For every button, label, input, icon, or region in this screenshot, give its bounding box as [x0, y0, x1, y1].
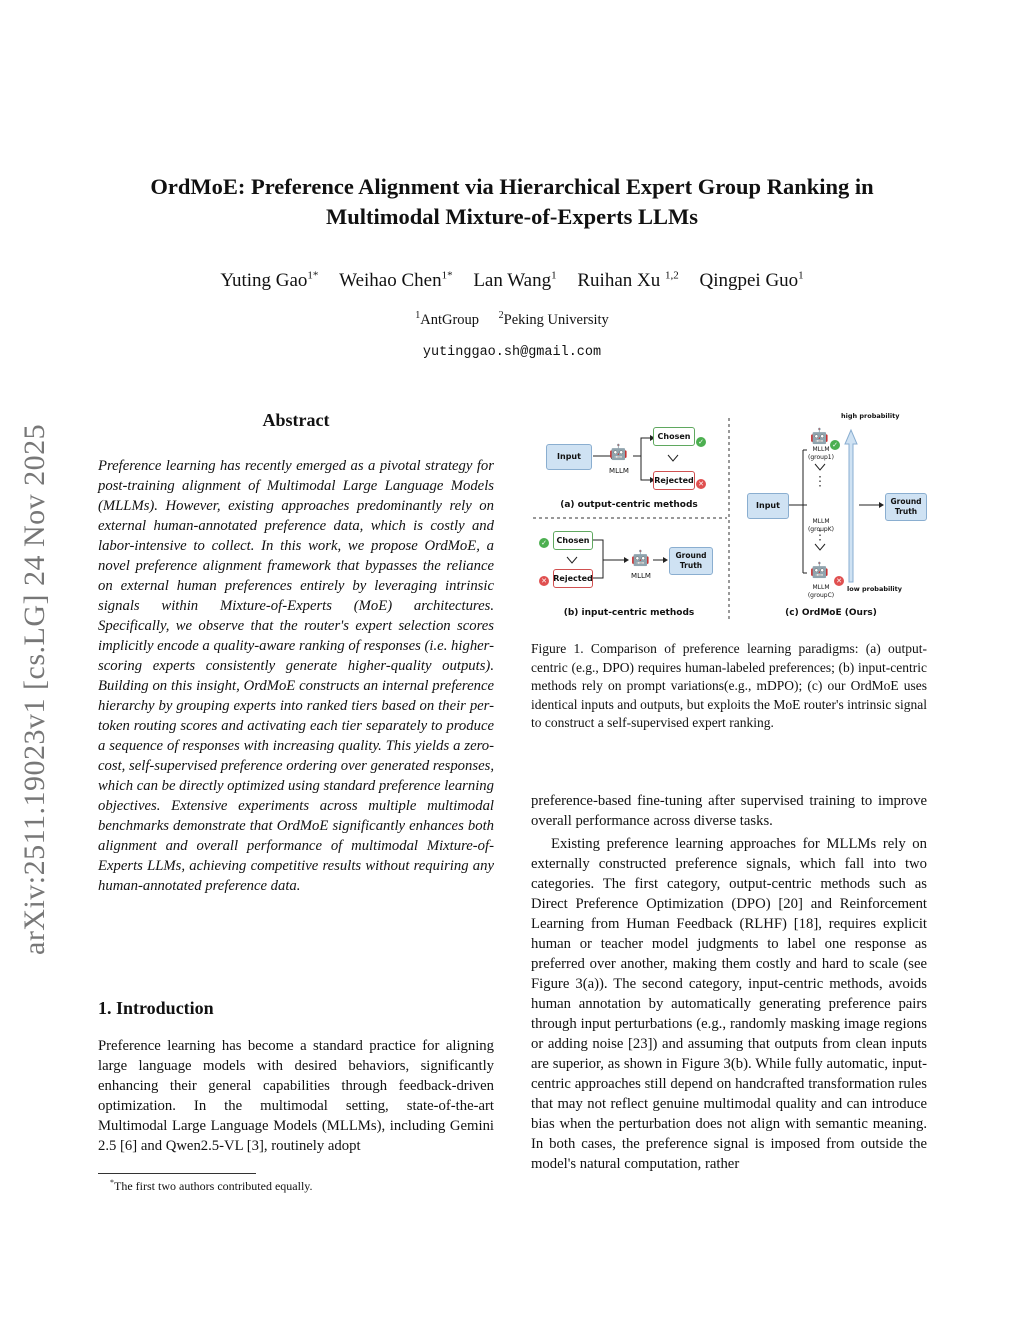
a-chosen-box: Chosen: [653, 427, 695, 446]
cross-icon: ✕: [539, 576, 549, 586]
high-probability-label: high probability: [841, 412, 900, 420]
b-chosen-box: Chosen: [553, 531, 593, 550]
cross-icon: ✕: [834, 576, 844, 586]
author: Qingpei Guo$^1$: [699, 270, 804, 292]
footnote: *The first two authors contributed equally.: [110, 1178, 313, 1193]
introduction-body: Preference learning has become a standard practice for aligning large language models with desired behaviors, significantly enhancing their general capabilities through feedback-driven optimization. In the multimodal setting, state-of-the-art Multimodal Large Language Models (MLLMs), including Gemini 2.5 [6] and Qwen2.5-VL [3], routinely adopt: [98, 1038, 494, 1154]
c-mllm-group1-label: MLLM (group1): [808, 446, 834, 461]
b-mllm-label: MLLM: [631, 572, 651, 580]
c-mllm-groupk-label: MLLM (groupK): [807, 518, 835, 533]
check-icon: ✓: [830, 440, 840, 450]
c-ground-truth-box: Ground Truth: [885, 493, 927, 521]
a-mllm-label: MLLM: [609, 467, 629, 475]
affiliation: $^1$AntGroup: [415, 310, 480, 328]
a-rejected-box: Rejected: [653, 471, 695, 490]
title-line-2: Multimodal Mixture-of-Experts LLMs: [325, 204, 699, 229]
title-line-1: OrdMoE: Preference Alignment via Hierarchical Expert Group Ranking in: [150, 174, 874, 199]
b-caption: (b) input-centric methods: [563, 608, 695, 618]
robot-icon: 🤖: [631, 549, 650, 567]
paragraph: preference-based fine-tuning after supervised training to improve overall performance across diverse tasks.: [531, 793, 927, 829]
cross-icon: ✕: [696, 479, 706, 489]
figure-caption: Figure 1. Comparison of preference learning paradigms: (a) output-centric (e.g., DPO) requires human-labeled preferences; (b) input-centric methods rely on prompt variations(e.g., mDPO); (c) our OrdMoE uses identical inputs and outputs, but exploits the MoE router's intrinsic signal to construct a self-supervised expert ranking.: [531, 641, 927, 730]
robot-icon: 🤖: [810, 427, 829, 445]
low-probability-label: low probability: [847, 585, 903, 593]
b-ground-truth-box: Ground Truth: [669, 547, 713, 575]
right-column-body: [531, 791, 927, 1174]
affiliation: $^2$Peking University: [498, 310, 609, 328]
author: Weihao Chen$^{1*}$: [339, 270, 453, 292]
abstract-heading: Abstract: [262, 410, 330, 430]
author-list: [60, 270, 964, 292]
abstract-body: Preference learning has recently emerged as a pivotal strategy for post-training alignment of Multimodal Large Language Models (MLLMs). However, existing approaches predominantly rely on external human-annotated preference data, which is costly and labor-intensive to collect. In this work, we propose OrdMoE, a novel preference alignment framework that bypasses the reliance on external human preferences entirely by leveraging intrinsic signals within Mixture-of-Experts (MoE) architectures. Specifically, we observe that the router's expert selection scores implicitly encode a quality-aware ranking of responses (i.e. higher-scoring experts consistently generate higher-quality outputs). Building on this insight, OrdMoE constructs an internal preference hierarchy by grouping experts into ranked tiers based on their per-token routing scores and activating each tier separately to produce a sequence of responses with increasing quality. This yields a zero-cost, self-supervised preference ordering over generated responses, which can be directly optimized using standard preference learning objectives. Extensive experiments across multiple multimodal benchmarks demonstrate that OrdMoE significantly enhances both alignment and overall performance of multimodal Mixture-of-Experts LLMs, achieving competitive results without requiring any human-annotated preference data.: [98, 458, 494, 894]
figure-1: [531, 410, 931, 625]
footnote-rule: [98, 1173, 256, 1174]
arxiv-identifier: arXiv:2511.19023v1 [cs.LG] 24 Nov 2025: [18, 423, 51, 955]
affiliations: [60, 310, 964, 329]
author: Lan Wang$^1$: [473, 270, 557, 292]
paragraph: Existing preference learning approaches for MLLMs rely on externally constructed preference signals, which fall into two categories. The first category, output-centric methods such as Direct Preference Optimization (DPO) [20] and Reinforcement Learning from Human Feedback (RLHF) [18], requires explicit human or teacher model judgments to label one response as preferred over another, making them costly and hard to scale (see Figure 3(a)). The second category, input-centric methods, avoids human annotation by automatically generating preference pairs through input perturbations (e.g., randomly masking image regions or adding noise [23]) and assuming that outputs from clean inputs are superior, as shown in Figure 3(b). While fully automatic, input-centric approaches still depend on handcrafted transformation rules that may not reflect genuine multimodal quality and can introduce bias when the perturbation does not align with semantic meaning. In both cases, the preference signal is imposed from outside the model's natural computation, rather: [531, 836, 927, 1172]
check-icon: ✓: [696, 437, 706, 447]
author: Yuting Gao$^{1*}$: [220, 270, 319, 292]
robot-icon: 🤖: [609, 443, 628, 461]
contact-email[interactable]: yutinggao.sh@gmail.com: [422, 345, 602, 360]
c-mllm-groupc-label: MLLM (groupC): [807, 584, 835, 599]
robot-icon: 🤖: [810, 561, 829, 579]
a-input-box: Input: [546, 444, 592, 470]
b-rejected-box: Rejected: [553, 569, 593, 588]
author: Ruihan Xu $^{1,2}$: [577, 270, 679, 292]
c-caption: (c) OrdMoE (Ours): [785, 608, 877, 618]
check-icon: ✓: [539, 538, 549, 548]
a-caption: (a) output-centric methods: [560, 500, 698, 510]
paper-title: [60, 172, 964, 232]
introduction-heading: 1. Introduction: [98, 998, 214, 1018]
c-input-box: Input: [747, 493, 789, 519]
